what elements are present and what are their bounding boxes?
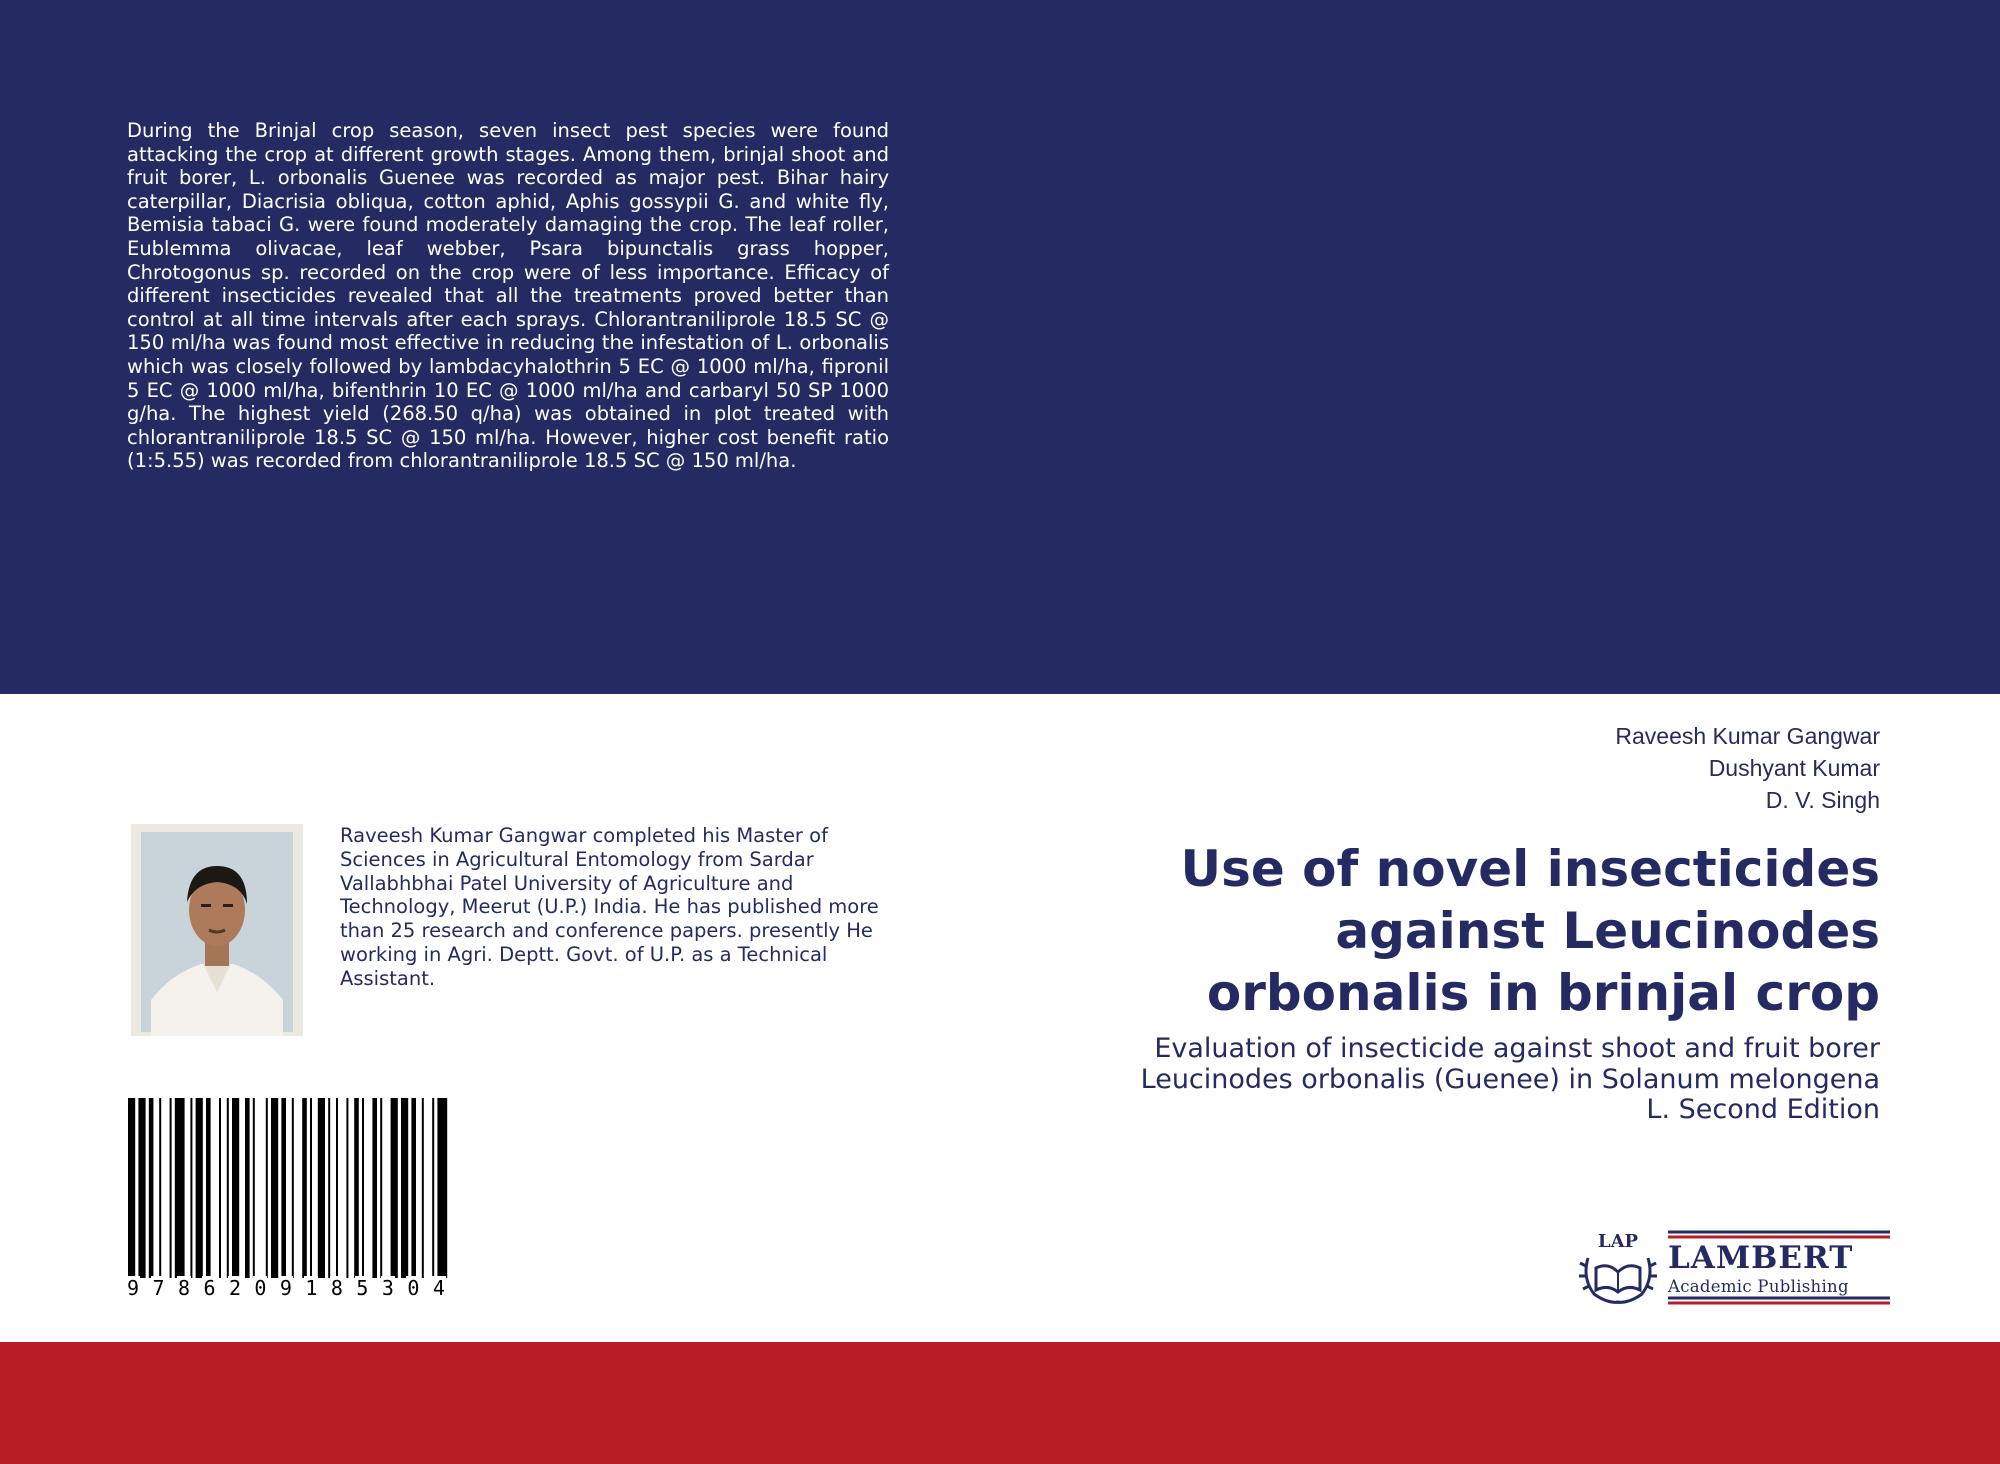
isbn-digit: 2 <box>228 1276 241 1300</box>
barcode-bar <box>219 1098 221 1278</box>
barcode-bar <box>318 1098 325 1278</box>
isbn-digit: 0 <box>407 1276 420 1300</box>
barcode-bar <box>411 1098 416 1278</box>
author-name-2: Dushyant Kumar <box>1708 755 1880 781</box>
barcode-bar <box>206 1098 211 1278</box>
barcode-bar <box>271 1098 278 1278</box>
author-biography: Raveesh Kumar Gangwar completed his Master of Sciences in Agricultural Entomology from Sardar Vallabhbhai Patel University of Agriculture and Technology, Meerut (U.P.) India. He has published more than 25 research and conference papers. presently He working in Agri. Deptt. Govt. of U.P. as a Technical Assistant. <box>340 824 879 990</box>
barcode-bar <box>302 1098 307 1278</box>
open-book-laurel-icon <box>1579 1258 1657 1302</box>
isbn-digit: 8 <box>177 1276 191 1300</box>
barcode-bar <box>401 1098 408 1278</box>
isbn-digits <box>126 1276 446 1300</box>
isbn-digit: 6 <box>203 1276 216 1300</box>
isbn-digit: 3 <box>381 1276 394 1300</box>
isbn-digit: 4 <box>432 1276 445 1300</box>
author-name-1: Raveesh Kumar Gangwar <box>1615 723 1880 749</box>
barcode-bar <box>245 1098 250 1278</box>
isbn-digit: 9 <box>279 1276 292 1300</box>
barcode-bar <box>362 1098 364 1278</box>
barcode-bar <box>190 1098 192 1278</box>
barcode-bar <box>432 1098 434 1278</box>
barcode-bar <box>128 1098 135 1278</box>
barcode-bar <box>253 1098 255 1278</box>
barcode-bar <box>232 1098 239 1278</box>
isbn-barcode <box>126 1098 456 1298</box>
barcode-bar <box>227 1098 229 1278</box>
book-title: Use of novel insecticides against Leucinodes orbonalis in brinjal crop <box>1180 840 1880 1022</box>
bottom-color-band <box>0 1342 2000 1464</box>
book-abstract: During the Brinjal crop season, seven insect pest species were found attacking the crop at different growth stages. Among them, brinjal shoot and fruit borer, L. orbonalis Guenee was recorded as major pest. Bihar hairy caterpillar, Diacrisia obliqua, cotton aphid, Aphis gossypii G. and white fly, Bemisia tabaci G. were found moderately damaging the crop. The leaf roller, Eublemma olivacae, leaf webber, Psara bipunctalis grass hopper, Chrotogonus sp. recorded on the crop were of less importance. Efficacy of different insecticides revealed that all the treatments proved better than control at all time intervals after each sprays. Chlorantraniliprole 18.5 SC @ 150 ml/ha was found most effective in reducing the infestation of L. orbonalis which was closely followed by lambdacyhalothrin 5 EC @ 1000 ml/ha, fipronil 5 EC @ 1000 ml/ha, bifenthrin 10 EC @ 1000 ml/ha and carbaryl 50 SP 1000 g/ha. The highest yield (268.50 q/ha) was obtained in plot treated with chlorantraniliprole 18.5 SC @ 150 ml/ha. However, higher cost benefit ratio (1:5.55) was recorded from chlorantraniliprole 18.5 SC @ 150 ml/ha. <box>127 119 889 473</box>
barcode-bar <box>149 1098 154 1278</box>
publisher-name: LAMBERT <box>1668 1240 1854 1276</box>
isbn-digit: 0 <box>254 1276 267 1300</box>
isbn-digit: 7 <box>152 1276 165 1300</box>
barcode-bar <box>422 1098 424 1278</box>
barcode-bar <box>175 1098 185 1278</box>
barcode-bar <box>292 1098 294 1278</box>
barcode-bar <box>281 1098 286 1278</box>
isbn-digit: 9 <box>127 1276 140 1300</box>
author-photo <box>131 824 303 1036</box>
publisher-logo-mark: LAP <box>1597 1231 1639 1252</box>
barcode-bar <box>196 1098 203 1278</box>
barcode-bar <box>391 1098 398 1278</box>
barcode-bar <box>372 1098 377 1278</box>
publisher-tagline: Academic Publishing <box>1668 1277 1849 1296</box>
isbn-digit: 5 <box>356 1276 369 1300</box>
barcode-bar <box>310 1098 312 1278</box>
barcode-bar <box>328 1098 330 1278</box>
barcode-bar <box>437 1098 447 1278</box>
barcode-bar <box>138 1098 145 1278</box>
barcode-bar <box>380 1098 382 1278</box>
barcode-bar <box>346 1098 348 1278</box>
barcode-bar <box>170 1098 172 1278</box>
barcode-bar <box>266 1098 268 1278</box>
barcode-bar <box>159 1098 161 1278</box>
barcode-bar <box>354 1098 359 1278</box>
author-name-3: D. V. Singh <box>1765 787 1880 813</box>
isbn-digit: 1 <box>305 1276 318 1300</box>
book-subtitle: Evaluation of insecticide against shoot and fruit borer Leucinodes orbonalis (Guenee) in Solanum melongena L. Second Edition <box>1140 1033 1880 1125</box>
isbn-digit: 8 <box>330 1276 343 1300</box>
barcode-bar <box>336 1098 338 1278</box>
author-portrait-icon <box>131 824 303 1036</box>
